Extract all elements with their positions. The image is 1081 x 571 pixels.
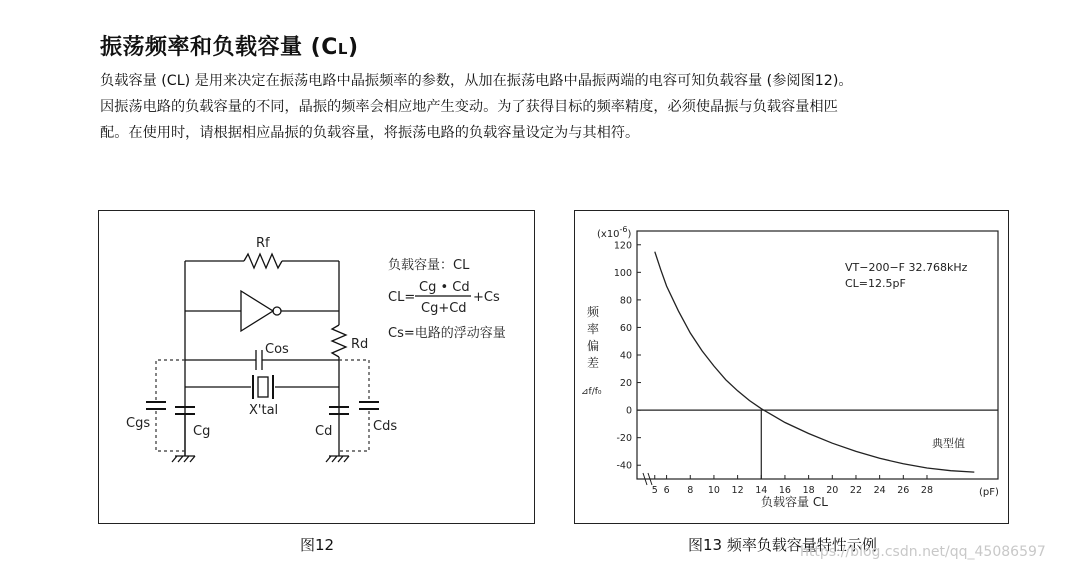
annotation-typical: 典型值 xyxy=(932,437,965,450)
stray-cds-top xyxy=(339,360,369,401)
x-tick-label: 24 xyxy=(873,485,886,496)
stray-cgs-bottom xyxy=(156,411,185,451)
capacitor-cds xyxy=(359,402,379,409)
page-title xyxy=(100,30,359,61)
formula-lhs: CL= xyxy=(388,290,416,305)
y-label-char-4: 差 xyxy=(587,356,600,370)
intro-paragraph xyxy=(100,68,1030,146)
crystal-plates xyxy=(253,375,273,399)
x-tick-label: 8 xyxy=(687,485,694,496)
label-cos: Cos xyxy=(265,342,289,357)
formula-denominator: Cg+Cd xyxy=(421,301,467,316)
paragraph-line-1: 负载容量 (CL) 是用来决定在振荡电路中晶振频率的参数，从加在振荡电路中晶振两端的电容可知负载容量 (参阅图12)。 xyxy=(100,73,853,89)
y-tick-label: 60 xyxy=(619,322,632,334)
annotation-model: VT−200−F 32.768kHz xyxy=(845,261,968,274)
capacitor-cos xyxy=(256,350,262,370)
x-tick-label: 22 xyxy=(849,485,863,496)
x-axis-label: 负载容量 CL xyxy=(761,495,828,509)
label-cds: Cds xyxy=(373,419,398,434)
label-cg: Cg xyxy=(193,424,211,439)
label-rf: Rf xyxy=(256,236,270,251)
ground-cg xyxy=(172,456,195,462)
x-tick-label: 5 xyxy=(651,485,658,496)
label-rd: Rd xyxy=(351,337,369,352)
x-tick-label: 10 xyxy=(707,485,720,496)
y-tick-label: 40 xyxy=(619,350,632,362)
title-close: ) xyxy=(347,35,359,60)
x-tick-label: 28 xyxy=(920,485,934,496)
watermark-text: https://blog.csdn.net/qq_45086597 xyxy=(800,544,1046,560)
paragraph-line-3: 配。在使用时，请根据相应晶振的负载容量，将振荡电路的负载容量设定为与其相符。 xyxy=(100,125,640,141)
series-line-typical xyxy=(655,252,975,472)
ground-cd xyxy=(326,456,349,462)
y-label-char-1: 频 xyxy=(587,305,600,319)
inverter-symbol xyxy=(241,291,273,331)
caption-figure-12: 图12 xyxy=(300,536,335,554)
y-tick-label: 100 xyxy=(613,267,632,279)
y-tick-label: -20 xyxy=(616,433,632,445)
y-label-symbol: ⊿f/f₀ xyxy=(581,387,602,397)
label-cgs: Cgs xyxy=(126,416,151,431)
y-label-char-2: 率 xyxy=(587,322,600,336)
formula-title: 负载容量：CL xyxy=(388,258,470,273)
y-tick-label: 80 xyxy=(619,295,632,307)
y-tick-label: -40 xyxy=(616,460,632,472)
crystal-body xyxy=(258,377,268,397)
y-label-char-3: 偏 xyxy=(587,339,600,353)
y-unit: $(x10^{-6})$ xyxy=(597,225,632,240)
stray-cgs-top xyxy=(156,360,185,401)
x-tick-label: 20 xyxy=(826,485,839,496)
stray-cds-bottom xyxy=(339,411,369,451)
x-axis-unit: (pF) xyxy=(979,487,999,498)
paragraph-line-2: 因振荡电路的负载容量的不同，晶振的频率会相应地产生变动。为了获得目标的频率精度，必须使晶振与负载容量相匹 xyxy=(100,99,838,115)
circuit-diagram xyxy=(99,211,533,522)
formula-note: Cs=电路的浮动容量 xyxy=(388,326,506,341)
label-xtal: X'tal xyxy=(249,403,279,418)
annotation-cl: CL=12.5pF xyxy=(845,277,906,290)
caption-figure-13: 图13 频率负载容量特性示例 xyxy=(688,536,877,554)
frequency-chart-figure xyxy=(574,210,1009,524)
y-tick-label: 0 xyxy=(625,405,632,417)
circuit-figure xyxy=(98,210,535,524)
capacitor-cgs xyxy=(146,402,166,409)
title-main: 振荡频率和负载容量 (C xyxy=(100,35,338,60)
y-tick-label: 20 xyxy=(619,378,632,390)
title-subscript: L xyxy=(337,40,348,58)
resistor-rd xyxy=(332,325,346,357)
resistor-rf xyxy=(244,254,282,268)
x-tick-label: 26 xyxy=(897,485,910,496)
frequency-chart xyxy=(575,211,1007,522)
formula-plus-cs: +Cs xyxy=(473,290,500,305)
x-tick-label: 6 xyxy=(663,485,670,496)
x-tick-label: 12 xyxy=(731,485,744,496)
label-cd: Cd xyxy=(315,424,333,439)
formula-numerator: Cg • Cd xyxy=(419,280,470,295)
x-tick-label: 14 xyxy=(755,485,768,496)
y-tick-label: 120 xyxy=(613,240,632,252)
x-tick-label: 16 xyxy=(778,485,791,496)
x-tick-label: 18 xyxy=(802,485,815,496)
